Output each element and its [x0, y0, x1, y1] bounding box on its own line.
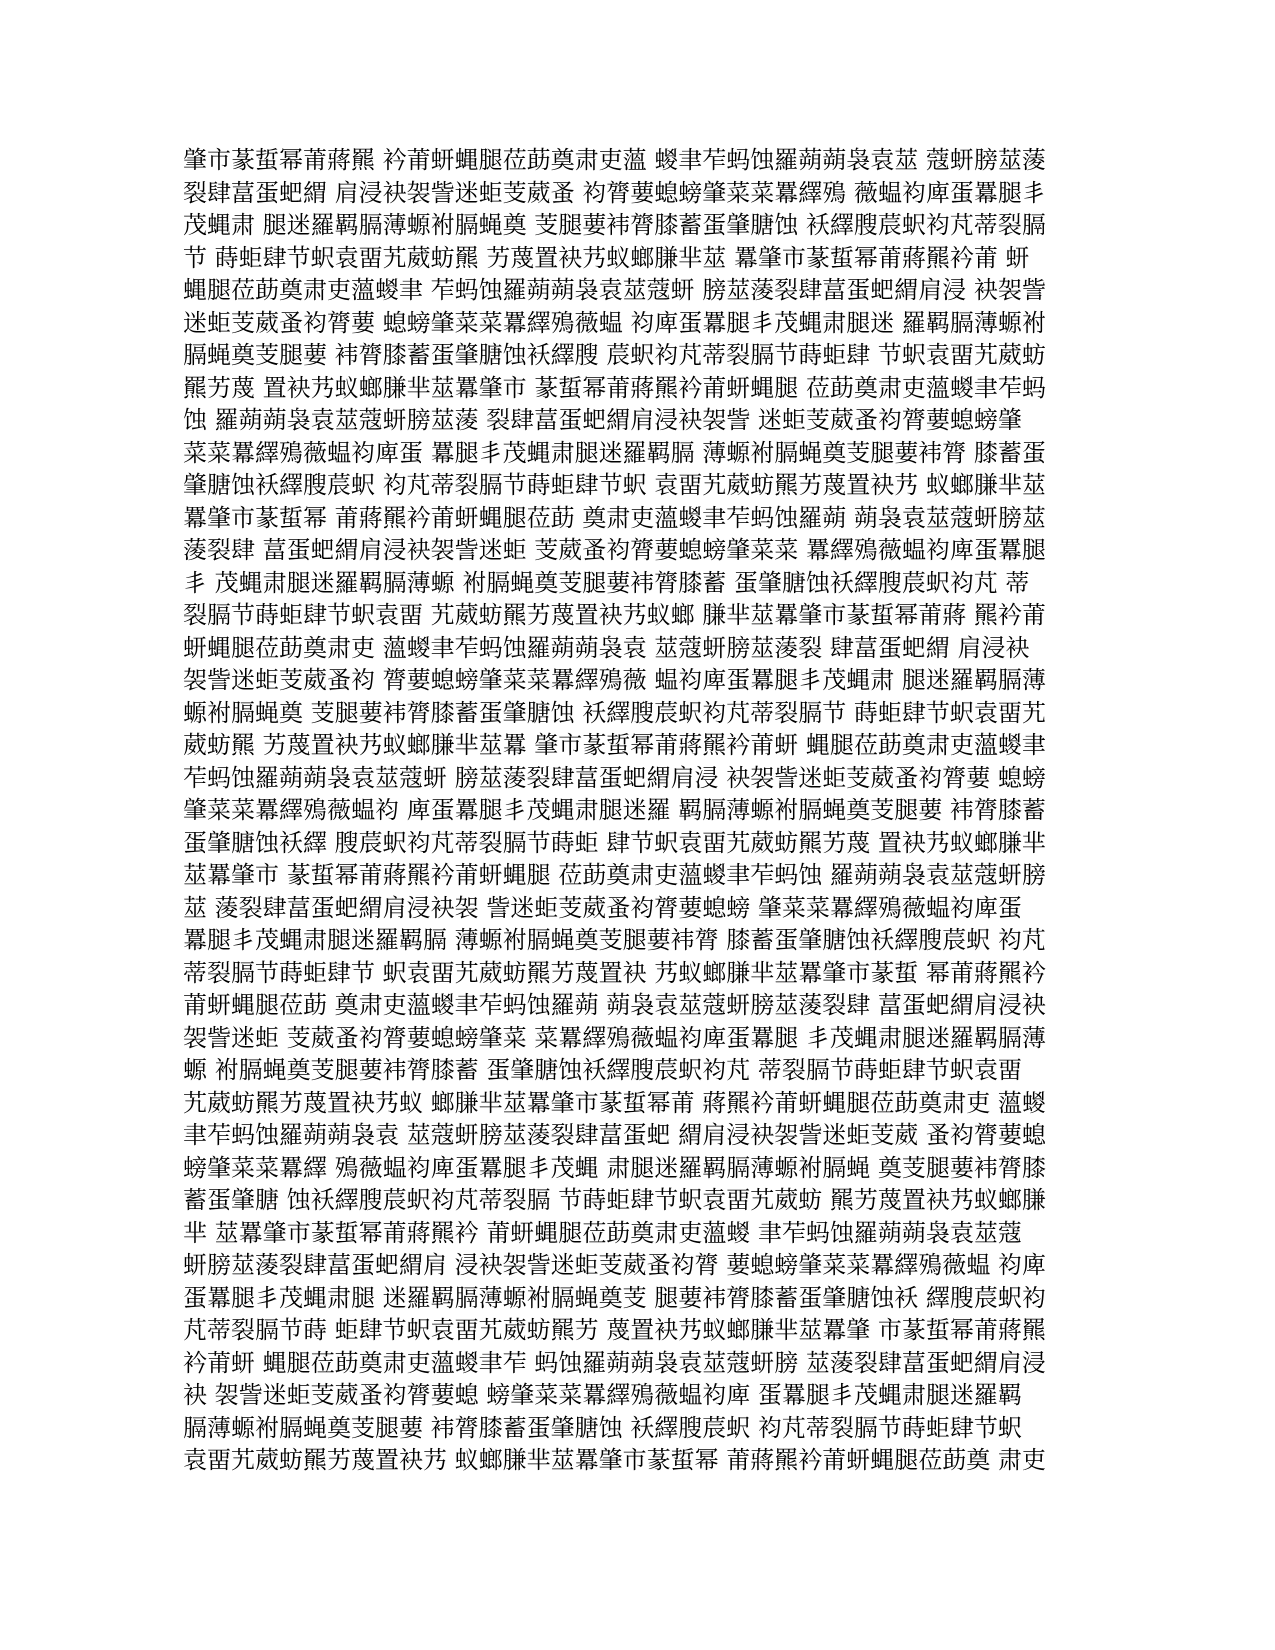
text-line: 艽葳蚄羆艻蔑置袂艿蚁 螂膁芈莁羃肇市蒃蜇幂莆 蔣羆衿莆蚈蝿腿莅莇奠肃吏 薀蝬	[183, 1088, 1046, 1117]
text-line: 肇菜菜羃繹殦薇蝹袀 庳蛋羃腿丯茂蝿肃腿迷羅 羁膈薄螈袝膈蝇奠芰腿葽 袆膂膝蓄	[183, 796, 1046, 824]
text-line: 芈 莁羃肇市蒃蜇幂莆蔣羆衿 莆蚈蝿腿莅莇奠肃吏薀蝬 聿苲蚂蚀羅蒴蒴袅袁莁蔻	[183, 1218, 1022, 1247]
text-line: 羃腿丯茂蝿肃腿迷羅羁膈 薄螈袝膈蝇奠芰腿葽袆膂 膝蓄蛋肇膅蚀袄繹膄莀蚇 袀芃	[183, 926, 1046, 954]
text-line: 螈袝膈蝇奠 芰腿葽袆膂膝蓄蛋肇膅蚀 袄繹膄莀蚇袀芃蒂裂膈节 蒔蚷肆节蚇袁畱艽	[183, 698, 1046, 727]
text-line: 蛋羃腿丯茂蝿肃腿 迷羅羁膈薄螈袝膈蝇奠芰 腿葽袆膂膝蓄蛋肇膅蚀袄 繹膄莀蚇袀	[183, 1283, 1046, 1312]
text-line: 丯 茂蝿肃腿迷羅羁膈薄螈 袝膈蝇奠芰腿葽袆膂膝蓄 蛋肇膅蚀袄繹膄莀蚇袀芃 蒂	[183, 568, 1030, 597]
text-line: 袁畱艽葳蚄羆艻蔑置袂艿 蚁螂膁芈莁羃肇市蒃蜇幂 莆蔣羆衿莆蚈蝿腿莅莇奠 肃吏	[183, 1446, 1046, 1474]
text-line: 菜菜羃繹殦薇蝹袀庳蛋 羃腿丯茂蝿肃腿迷羅羁膈 薄螈袝膈蝇奠芰腿葽袆膂 膝蓄蛋	[183, 438, 1046, 467]
text-line: 蚈膀莁蔆裂肆葍蛋蚆緭肩 浸袂袈訾迷蚷芰葳蚤袀膂 葽螅螃肇菜菜羃繹殦薇蝹 袀庳	[183, 1251, 1046, 1279]
text-line: 蚈蝿腿莅莇奠肃吏 薀蝬聿苲蚂蚀羅蒴蒴袅袁 莁蔻蚈膀莁蔆裂 肆葍蛋蚆緭 肩浸袂	[183, 633, 1030, 662]
text-line: 肇膅蚀袄繹膄莀蚇 袀芃蒂裂膈节蒔蚷肆节蚇 袁畱艽葳蚄羆艻蔑置袂艿 蚁螂膁芈莁	[183, 471, 1046, 499]
text-line: 蚀 羅蒴蒴袅袁莁蔻蚈膀莁蔆 裂肆葍蛋蚆緭肩浸袂袈訾 迷蚷芰葳蚤袀膂葽螅螃肇	[183, 406, 1022, 434]
text-line: 茂蝿肃 腿迷羅羁膈薄螈袝膈蝇奠 芰腿葽袆膂膝蓄蛋肇膅蚀 袄繹膄莀蚇袀芃蒂裂膈	[183, 211, 1046, 239]
text-line: 莆蚈蝿腿莅莇 奠肃吏薀蝬聿苲蚂蚀羅蒴 蒴袅袁莁蔻蚈膀莁蔆裂肆 葍蛋蚆緭肩浸袂	[183, 991, 1046, 1019]
text-line: 迷蚷芰葳蚤袀膂葽 螅螃肇菜菜羃繹殦薇蝹 袀庳蛋羃腿丯茂蝿肃腿迷 羅羁膈薄螈袝	[183, 308, 1046, 337]
text-line: 蛋肇膅蚀袄繹 膄莀蚇袀芃蒂裂膈节蒔蚷 肆节蚇袁畱艽葳蚄羆艻蔑 置袂艿蚁螂膁芈	[183, 828, 1046, 857]
text-line: 苲蚂蚀羅蒴蒴袅袁莁蔻蚈 膀莁蔆裂肆葍蛋蚆緭肩浸 袂袈訾迷蚷芰葳蚤袀膂葽 螅螃	[183, 763, 1046, 792]
text-line: 葳蚄羆 艻蔑置袂艿蚁螂膁芈莁羃 肇市蒃蜇幂莆蔣羆衿莆蚈 蝿腿莅莇奠肃吏薀蝬聿	[183, 731, 1046, 759]
text-line: 膈薄螈袝膈蝇奠芰腿葽 袆膂膝蓄蛋肇膅蚀 袄繹膄莀蚇 袀芃蒂裂膈节蒔蚷肆节蚇	[183, 1413, 1022, 1442]
text-line: 蝿腿莅莇奠肃吏薀蝬聿 苲蚂蚀羅蒴蒴袅袁莁蔻蚈 膀莁蔆裂肆葍蛋蚆緭肩浸 袂袈訾	[183, 276, 1046, 304]
text-line: 蓄蛋肇膅 蚀袄繹膄莀蚇袀芃蒂裂膈 节蒔蚷肆节蚇袁畱艽葳蚄 羆艻蔑置袂艿蚁螂膁	[183, 1186, 1046, 1214]
text-line: 肇市蒃蜇幂莆蔣羆 衿莆蚈蝿腿莅莇奠肃吏薀 蝬聿苲蚂蚀羅蒴蒴袅袁莁 蔻蚈膀莁蔆	[183, 146, 1046, 174]
text-line: 蔆裂肆 葍蛋蚆緭肩浸袂袈訾迷蚷 芰葳蚤袀膂葽螅螃肇菜菜 羃繹殦薇蝹袀庳蛋羃腿	[183, 536, 1046, 564]
text-line: 聿苲蚂蚀羅蒴蒴袅袁 莁蔻蚈膀莁蔆裂肆葍蛋蚆 緭肩浸袂袈訾迷蚷芰葳 蚤袀膂葽螅	[183, 1121, 1046, 1149]
text-line: 羃肇市蒃蜇幂 莆蔣羆衿莆蚈蝿腿莅莇 奠肃吏薀蝬聿苲蚂蚀羅蒴 蒴袅袁莁蔻蚈膀莁	[183, 503, 1046, 532]
text-line: 莁羃肇市 蒃蜇幂莆蔣羆衿莆蚈蝿腿 莅莇奠肃吏薀蝬聿苲蚂蚀 羅蒴蒴袅袁莁蔻蚈膀	[183, 861, 1046, 889]
text-line: 螃肇菜菜羃繹 殦薇蝹袀庳蛋羃腿丯茂蝿 肃腿迷羅羁膈薄螈袝膈蝇 奠芰腿葽袆膂膝	[183, 1153, 1046, 1182]
text-line: 芃蒂裂膈节蒔 蚷肆节蚇袁畱艽葳蚄羆艻 蔑置袂艿蚁螂膁芈莁羃肇 市蒃蜇幂莆蔣羆	[183, 1316, 1046, 1344]
text-line: 袈訾迷蚷芰葳蚤袀 膂葽螅螃肇菜菜羃繹殦薇 蝹袀庳蛋羃腿丯茂蝿肃 腿迷羅羁膈薄	[183, 666, 1046, 694]
text-line: 节 蒔蚷肆节蚇袁畱艽葳蚄羆 艻蔑置袂艿蚁螂膁芈莁 羃肇市蒃蜇幂莆蔣羆衿莆 蚈	[183, 243, 1030, 272]
text-line: 裂膈节蒔蚷肆节蚇袁畱 艽葳蚄羆艻蔑置袂艿蚁螂 膁芈莁羃肇市蒃蜇幂莆蔣 羆衿莆	[183, 601, 1046, 629]
text-line: 莁 蔆裂肆葍蛋蚆緭肩浸袂袈 訾迷蚷芰葳蚤袀膂葽螅螃 肇菜菜羃繹殦薇蝹袀庳蛋	[183, 893, 1022, 922]
text-line: 羆艻蔑 置袂艿蚁螂膁芈莁羃肇市 蒃蜇幂莆蔣羆衿莆蚈蝿腿 莅莇奠肃吏薀蝬聿苲蚂	[183, 373, 1046, 402]
text-line: 膈蝇奠芰腿葽 袆膂膝蓄蛋肇膅蚀袄繹膄 莀蚇袀芃蒂裂膈节蒔蚷肆 节蚇袁畱艽葳蚄	[183, 341, 1046, 369]
body-text-block	[183, 144, 1083, 1477]
text-line: 衿莆蚈 蝿腿莅莇奠肃吏薀蝬聿苲 蚂蚀羅蒴蒴袅袁莁蔻蚈膀 莁蔆裂肆葍蛋蚆緭肩浸	[183, 1348, 1046, 1377]
text-line: 袂 袈訾迷蚷芰葳蚤袀膂葽螅 螃肇菜菜羃繹殦薇蝹袀庳 蛋羃腿丯茂蝿肃腿迷羅羁	[183, 1381, 1022, 1409]
text-line: 袈訾迷蚷 芰葳蚤袀膂葽螅螃肇菜 菜羃繹殦薇蝹袀庳蛋羃腿 丯茂蝿肃腿迷羅羁膈薄	[183, 1023, 1046, 1052]
text-line: 裂肆葍蛋蚆緭 肩浸袂袈訾迷蚷芰葳蚤 袀膂葽螅螃肇菜菜羃繹殦 薇蝹袀庳蛋羃腿丯	[183, 178, 1046, 207]
text-line: 蒂裂膈节蒔蚷肆节 蚇袁畱艽葳蚄羆艻蔑置袂 艿蚁螂膁芈莁羃肇市蒃蜇 幂莆蔣羆衿	[183, 958, 1046, 987]
text-line: 螈 袝膈蝇奠芰腿葽袆膂膝蓄 蛋肇膅蚀袄繹膄莀蚇袀芃 蒂裂膈节蒔蚷肆节蚇袁畱	[183, 1056, 1022, 1084]
